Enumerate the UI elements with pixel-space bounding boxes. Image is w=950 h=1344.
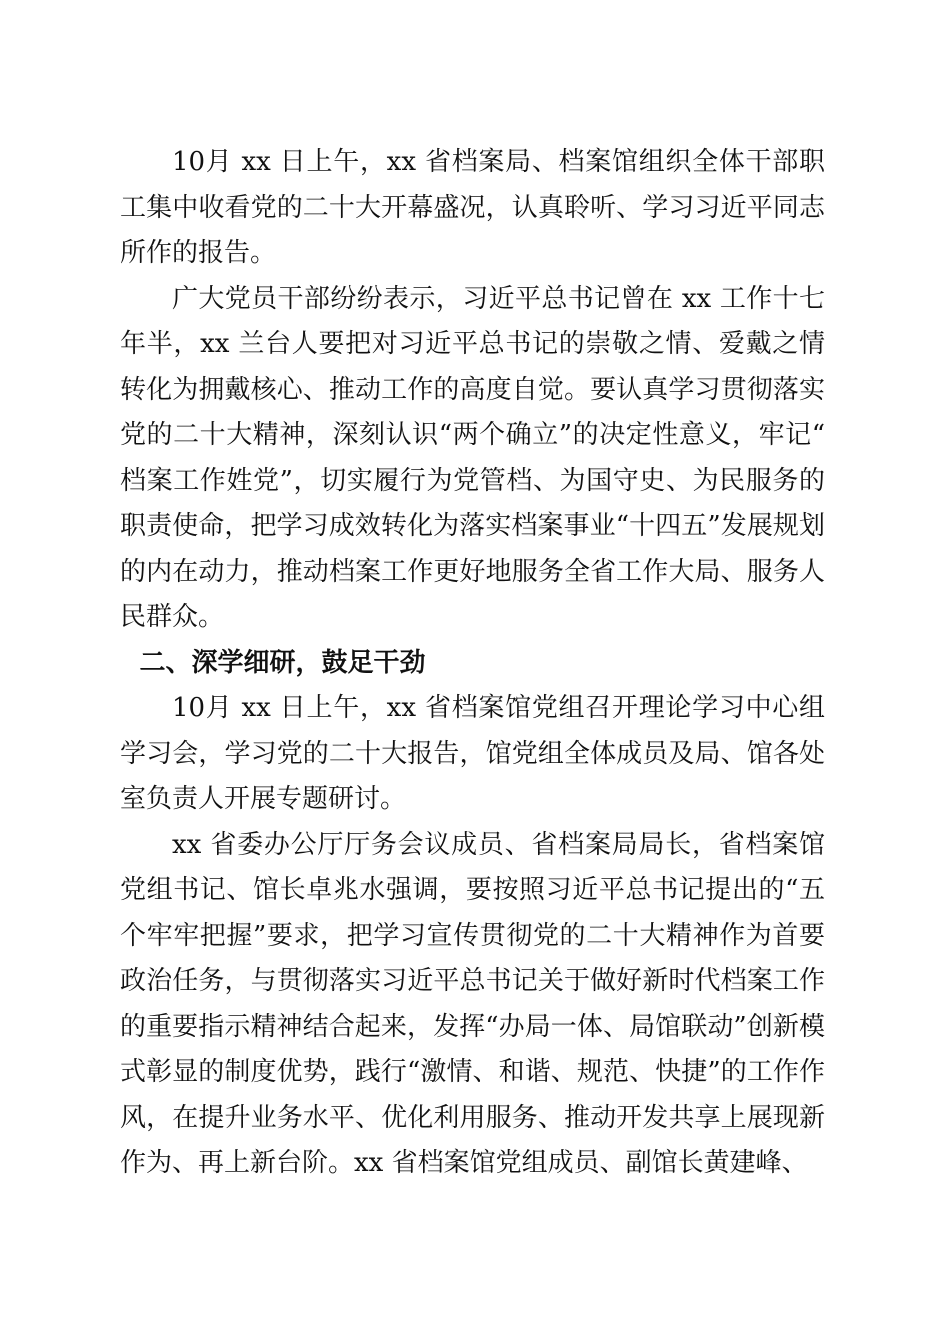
- paragraph-study-meeting: 10月 xx 日上午，xx 省档案馆党组召开理论学习中心组学习会，学习党的二十大报告，馆党组全体成员及局、馆各处室负责人开展专题研讨。: [120, 693, 825, 814]
- paragraph-viewing-opening: 10月 xx 日上午，xx 省档案局、档案馆组织全体干部职工集中收看党的二十大开幕盛况，认真聆听、学习习近平同志所作的报告。: [120, 147, 825, 268]
- paragraph-cadre-statements: 广大党员干部纷纷表示，习近平总书记曾在 xx 工作十七年半，xx 兰台人要把对习近平总书记的崇敬之情、爱戴之情转化为拥戴核心、推动工作的高度自觉。要认真学习贯彻落实党的二十大精神，深刻认识“两个确立”的决定性意义，牢记“档案工作姓党”，切实履行为党管档、为国守史、为民服务的职责使命，把学习成效转化为落实档案事业“十四五”发展规划的内在动力，推动档案工作更好地服务全省工作大局、服务人民群众。: [120, 283, 825, 632]
- paragraph-director-remarks: xx 省委办公厅厅务会议成员、省档案局局长，省档案馆党组书记、馆长卓兆水强调，要按照习近平总书记提出的“五个牢牢把握”要求，把学习宣传贯彻党的二十大精神作为首要政治任务，与贯彻落实习近平总书记关于做好新时代档案工作的重要指示精神结合起来，发挥“办局一体、局馆联动”创新模式彰显的制度优势，践行“激情、和谐、规范、快捷”的工作作风，在提升业务水平、优化利用服务、推动开发共享上展现新作为、再上新台阶。xx 省档案馆党组成员、副馆长黄建峰、: [120, 829, 825, 1178]
- section-heading: 二、深学细研，鼓足干劲: [139, 647, 426, 678]
- document-body: [120, 140, 825, 1187]
